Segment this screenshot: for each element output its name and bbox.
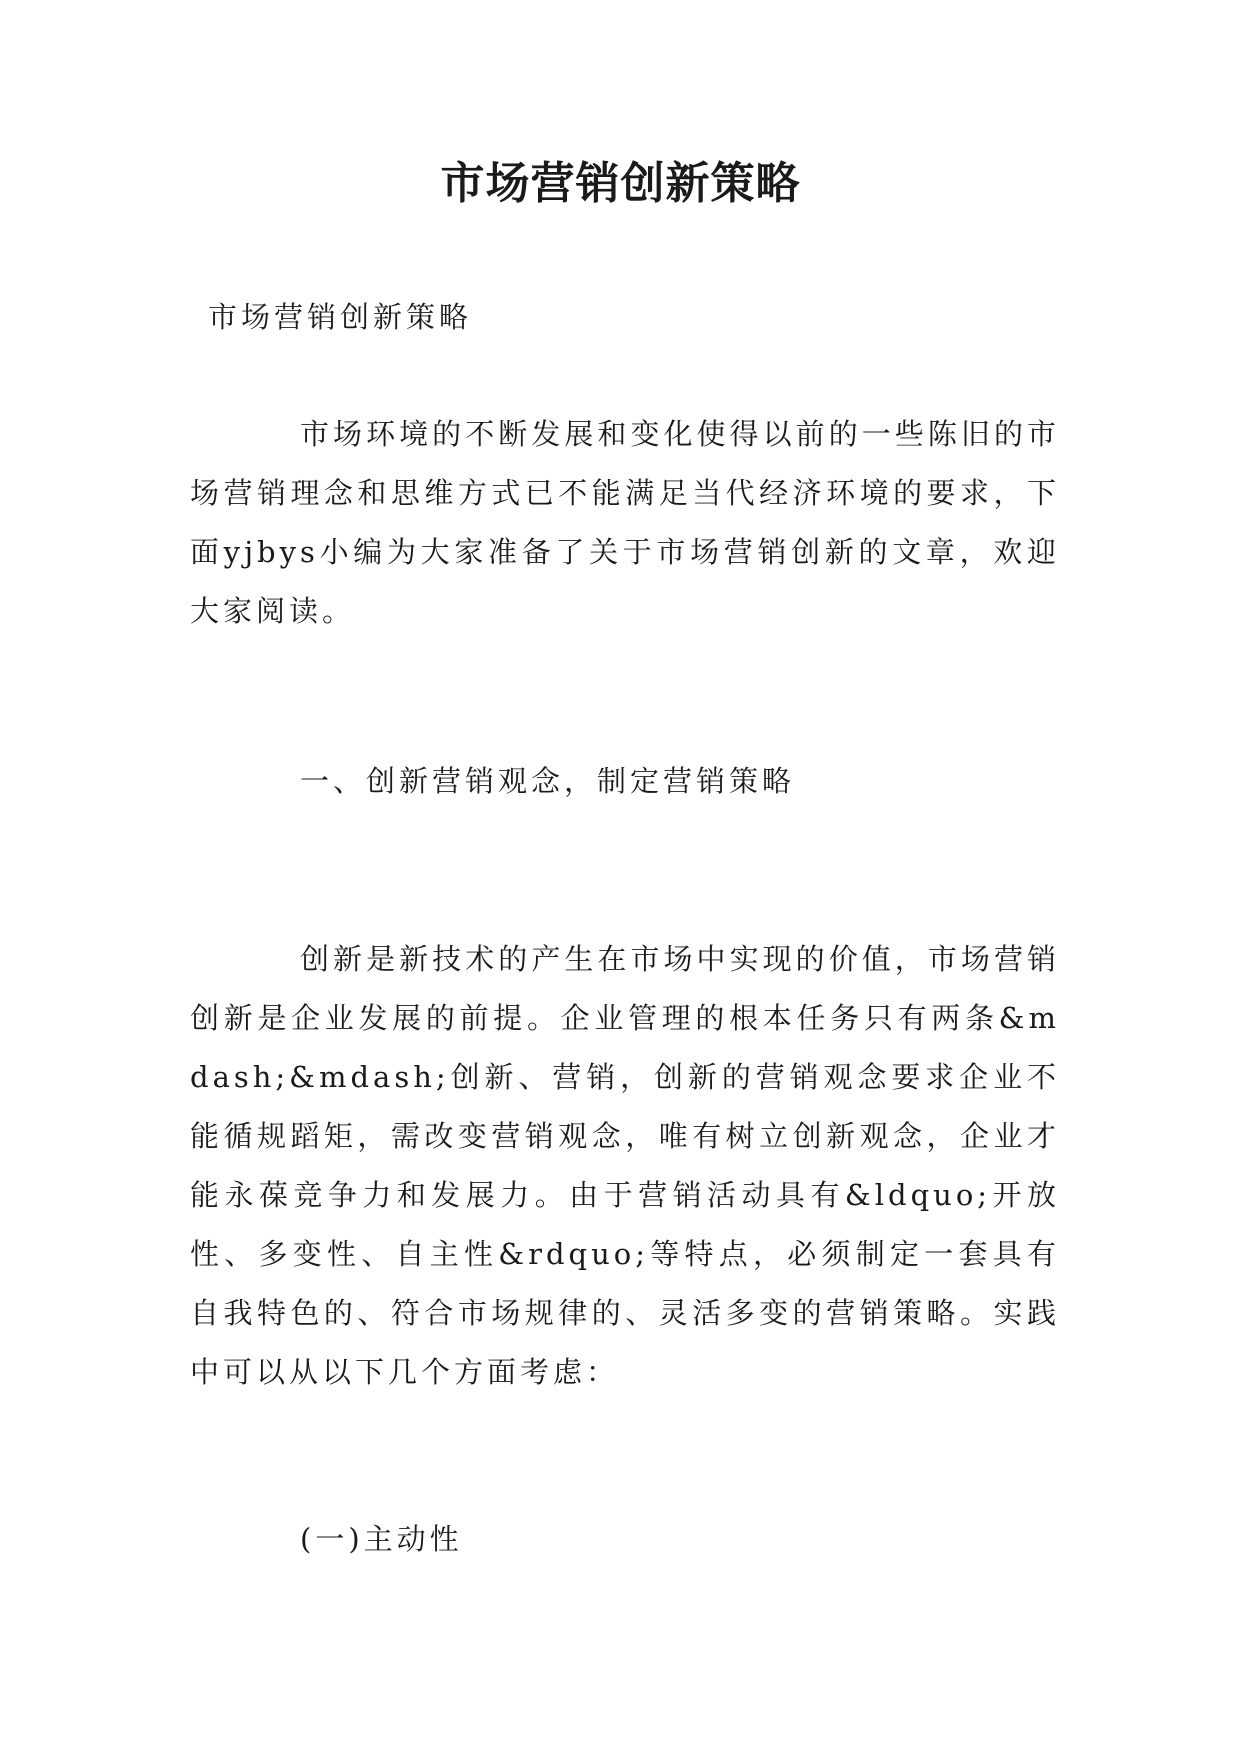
intro-paragraph: 市场环境的不断发展和变化使得以前的一些陈旧的市场营销理念和思维方式已不能满足当代经济环境的要求，下面yjbys小编为大家准备了关于市场营销创新的文章，欢迎大家阅读。 — [190, 417, 1060, 628]
section-heading-1: 一、创新营销观念，制定营销策略 — [300, 764, 796, 798]
document-title: 市场营销创新策略 — [440, 158, 801, 209]
section-1-paragraph: 创新是新技术的产生在市场中实现的价值，市场营销创新是企业发展的前提。企业管理的根本任务只有两条&mdash;&mdash;创新、营销，创新的营销观念要求企业不能循规蹈矩，需改变营销观念，唯有树立创新观念，企业才能永葆竞争力和发展力。由于营销活动具有&ldquo;开放性、多变性、自主性&rdquo;等特点，必须制定一套具有自我特色的、符合市场规律的、灵活多变的营销策略。实践中可以从以下几个方面考虑： — [190, 942, 1060, 1389]
subsection-heading-1: (一)主动性 — [300, 1522, 463, 1556]
document-subtitle: 市场营销创新策略 — [208, 300, 473, 334]
